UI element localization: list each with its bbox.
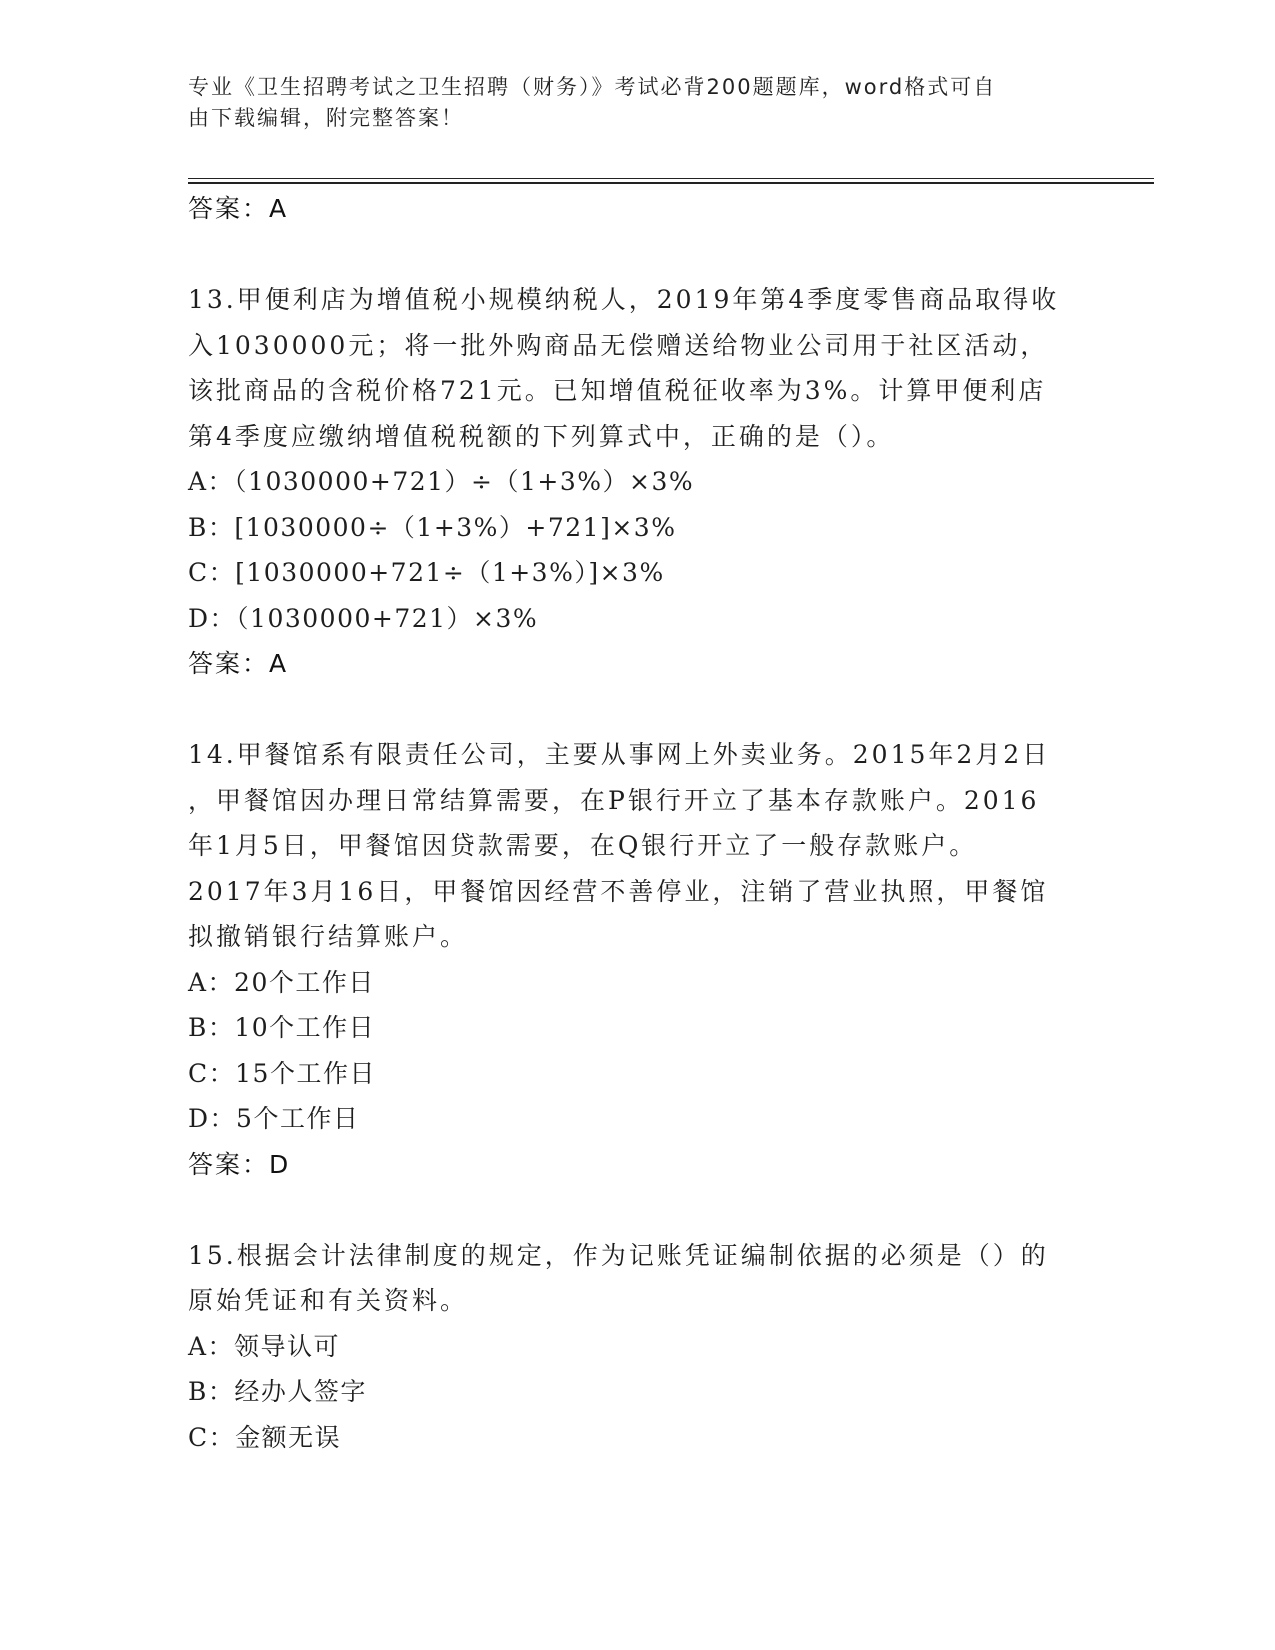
question-text [188,732,1088,960]
spacer [188,687,1088,732]
header-rule-thin [188,178,1154,179]
question-15 [188,1233,1088,1461]
spacer [188,232,1088,277]
option-c: C：金额无误 [188,1422,342,1452]
question-line: 年1月5日，甲餐馆因贷款需要，在Q银行开立了一般存款账户。 [188,831,978,860]
spacer [188,1188,1088,1233]
header-line-2: 由下载编辑，附完整答案！ [188,106,464,130]
question-text [188,1233,1088,1324]
answer-line: 答案：D [188,1149,291,1179]
question-line: 13.甲便利店为增值税小规模纳税人，2019年第4季度零售商品取得收 [188,285,1060,314]
question-line: 14.甲餐馆系有限责任公司，主要从事网上外卖业务。2015年2月2日 [188,740,1051,769]
option-b: B：经办人签字 [188,1377,367,1406]
question-line: 2017年3月16日，甲餐馆因经营不善停业，注销了营业执照，甲餐馆 [188,876,1049,906]
question-line: 入1030000元；将一批外购商品无偿赠送给物业公司用于社区活动， [188,330,1049,360]
document-header [188,72,1088,134]
question-line: 该批商品的含税价格721元。已知增值税征收率为3%。计算甲便利店 [188,376,1047,405]
question-14 [188,732,1088,1188]
answer-line: 答案：A [188,194,289,223]
option-b: B：[1030000÷（1+3%）+721]×3% [188,512,677,542]
question-text [188,277,1088,459]
document-body [188,186,1088,1460]
option-c: C：15个工作日 [188,1058,376,1088]
option-d: D：（1030000+721）×3% [188,603,539,633]
answer-line: 答案：A [188,649,289,678]
option-c: C：[1030000+721÷（1+3%）]×3% [188,558,665,587]
question-13 [188,277,1088,687]
question-line: 15.根据会计法律制度的规定，作为记账凭证编制依据的必须是（）的 [188,1240,1049,1270]
question-line: 第4季度应缴纳增值税税额的下列算式中，正确的是（）。 [188,421,895,451]
option-d: D：5个工作日 [188,1104,360,1133]
question-line: 原始凭证和有关资料。 [188,1286,469,1315]
question-line: 拟撤销银行结算账户。 [188,922,469,951]
option-a: A：领导认可 [188,1331,341,1361]
header-line-1: 专业《卫生招聘考试之卫生招聘（财务）》考试必背200题题库，word格式可自 [188,75,997,99]
question-line: ，甲餐馆因办理日常结算需要，在P银行开立了基本存款账户。2016 [188,785,1040,815]
option-a: A：（1030000+721）÷（1+3%）×3% [188,467,695,496]
option-b: B：10个工作日 [188,1013,376,1042]
header-rule-thick [188,182,1154,184]
option-a: A：20个工作日 [188,967,375,997]
